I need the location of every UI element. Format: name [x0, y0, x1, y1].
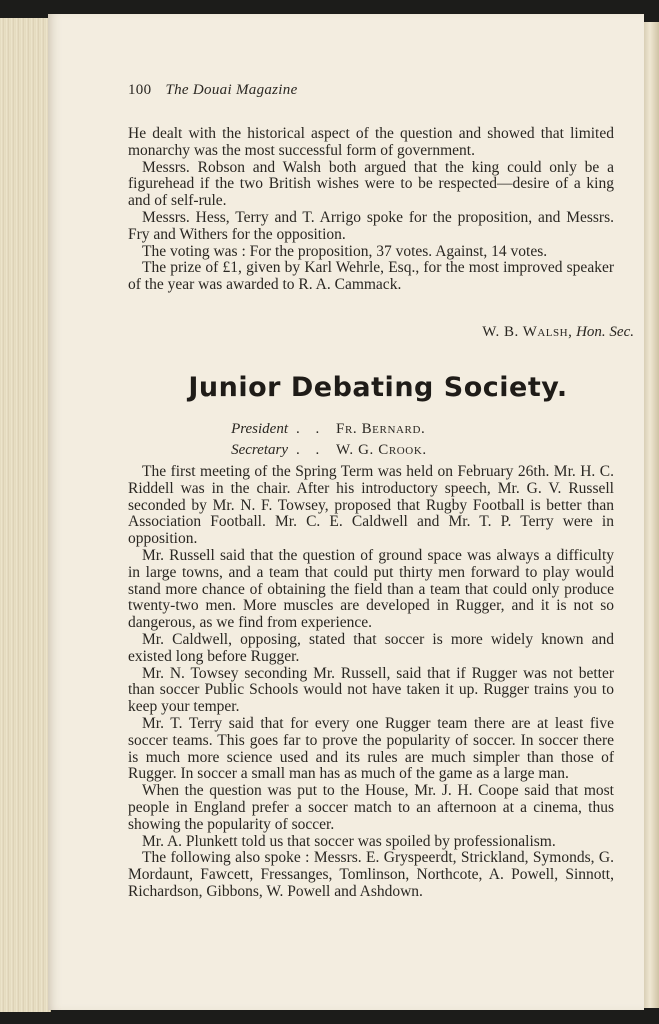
- paragraph: Messrs. Hess, Terry and T. Arrigo spoke for the proposition, and Messrs. Fry and Withers for the opposition.: [128, 208, 614, 243]
- officer-row-president: [128, 419, 598, 440]
- magazine-title: The Douai Magazine: [165, 82, 298, 98]
- officer-role: Secretary: [231, 442, 288, 458]
- secretary-signature: [482, 324, 634, 341]
- signature-name: W. B. Walsh,: [482, 324, 573, 340]
- paragraph: Mr. Russell said that the question of ground space was always a difficulty in large towns, and a team that could put thirty men forward to play would stand more chance of obtaining the field than a team that could only produce twenty-two men. More muscles are developed in Rugger, and it is not so dangerous, as we find from experience.: [128, 546, 614, 632]
- paragraph: Mr. Caldwell, opposing, stated that soccer is more widely known and existed long before Rugger.: [128, 630, 614, 665]
- officers-list: [128, 419, 598, 461]
- paragraph: He dealt with the historical aspect of the question and showed that limited monarchy was the most successful form of government.: [128, 125, 614, 159]
- paragraph: Mr. N. Towsey seconding Mr. Russell, said that if Rugger was not better than soccer Public Schools would not have taken it up. Rugger trains you to keep your temper.: [128, 664, 614, 716]
- book-page-edge-right: [644, 22, 659, 1008]
- running-header: [128, 82, 298, 99]
- paragraph: Mr. T. Terry said that for every one Rugger team there are at least five soccer teams. This goes far to prove the popularity of soccer. In soccer there is much more science used and its rules are much simpler than those of Rugger. In soccer a small man has as much of the game as a large man.: [128, 714, 614, 783]
- book-page: [48, 14, 644, 1010]
- officer-dots: . .: [296, 442, 326, 458]
- paragraph: The voting was : For the proposition, 37 votes. Against, 14 votes.: [142, 242, 548, 260]
- paragraph: When the question was put to the House, Mr. J. H. Coope said that most people in England prefer a soccer match to an afternoon at a cinema, thus showing the popularity of soccer.: [128, 782, 614, 833]
- page-number: 100: [128, 82, 152, 98]
- section-heading: Junior Debating Society.: [188, 372, 568, 403]
- paragraph: The first meeting of the Spring Term was held on February 26th. Mr. H. C. Riddell was in the chair. After his introductory speech, Mr. G. V. Russell seconded by Mr. N. F. Towsey, proposed that Rugby Football is better than Association Football. Mr. C. E. Caldwell and Mr. T. P. Terry were in opposition.: [128, 463, 614, 548]
- officer-role: President: [231, 421, 288, 437]
- paragraph: The following also spoke : Messrs. E. Gryspeerdt, Strickland, Symonds, G. Mordaunt, Fawcett, Fressanges, Tomlinson, Northcote, A. Powell, Sinnott, Richardson, Gibbons, W. Powell and Ashdown.: [128, 849, 614, 900]
- officer-name: Fr. Bernard.: [336, 421, 426, 437]
- officer-dots: . .: [296, 421, 326, 437]
- paragraph: Mr. A. Plunkett told us that soccer was spoiled by professionalism.: [142, 832, 556, 850]
- junior-section-text: [128, 464, 614, 901]
- paragraph: The prize of £1, given by Karl Wehrle, Esq., for the most improved speaker of the year was awarded to R. A. Cammack.: [128, 259, 614, 294]
- officer-name: W. G. Crook.: [336, 442, 427, 458]
- paragraph: Messrs. Robson and Walsh both argued that the king could only be a figurehead if the two British wishes were to be respected—desire of a king and of self-rule.: [128, 158, 614, 210]
- signature-title: Hon. Sec.: [576, 324, 634, 340]
- officer-row-secretary: [128, 440, 598, 461]
- book-page-edges-left: [0, 18, 51, 1012]
- senior-section-text: [128, 126, 614, 294]
